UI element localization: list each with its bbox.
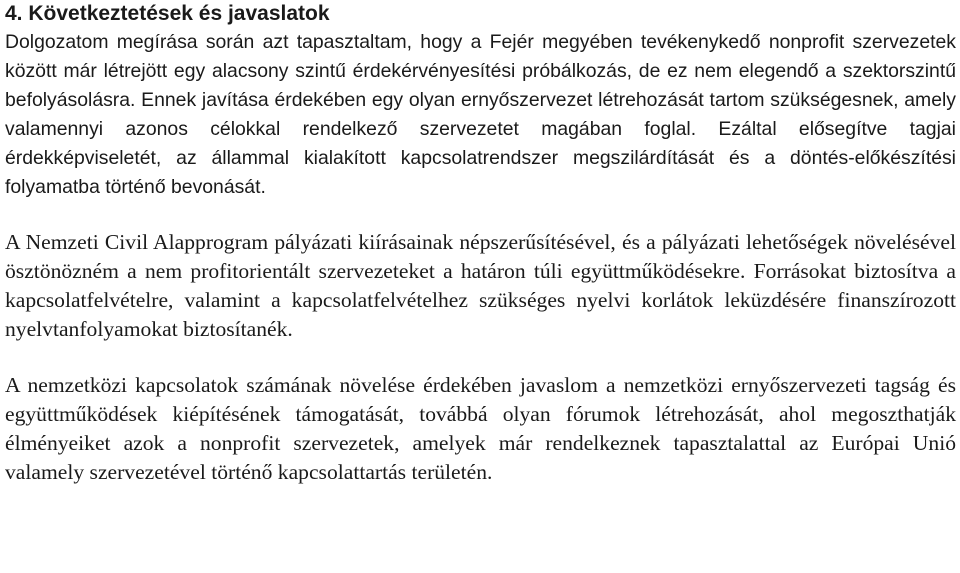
paragraph-spacer xyxy=(5,344,956,371)
paragraph-international: A nemzetközi kapcsolatok számának növelése érdekében javaslom a nemzetközi ernyőszervezeti tagság és együttműködések kiépítésének támogatását, továbbá olyan fórumok létrehozását, ahol megoszthatják élményeiket azok a nonprofit szervezetek, amelyek már rendelkeznek tapasztalattal az Európai Unió valamely szervezetével történő kapcsolattartás területén. xyxy=(5,373,956,484)
paragraph-civil-program: A Nemzeti Civil Alapprogram pályázati kiírásainak népszerűsítésével, és a pályázati lehetőségek növelésével ösztönözném a nem profitorientált szervezeteket a határon túli együttműködésekre. Forrásokat biztosítva a kapcsolatfelvételre, valamint a kapcsolatfelvételhez szükséges nyelvi korlátok leküzdésére finanszírozott nyelvtanfolyamokat biztosítanék. xyxy=(5,230,956,341)
paragraph-spacer xyxy=(5,202,956,228)
document-page xyxy=(5,0,956,487)
paragraph-conclusions: Dolgozatom megírása során azt tapasztaltam, hogy a Fejér megyében tevékenykedő nonprofit szervezetek között már létrejött egy alacsony szintű érdekérvényesítési próbálkozás, de ez nem elegendő a szektorszintű befolyásolásra. Ennek javítása érdekében egy olyan ernyőszervezet létrehozását tartom szükségesnek, amely valamennyi azonos célokkal rendelkező szervezetet magában foglal. Ezáltal elősegítve tagjai érdekképviseletét, az állammal kialakított kapcsolatrendszer megszilárdítását és a döntés-előkészítési folyamatba történő bevonását. xyxy=(5,31,956,198)
section-heading: 4. Következtetések és javaslatok xyxy=(5,2,330,25)
